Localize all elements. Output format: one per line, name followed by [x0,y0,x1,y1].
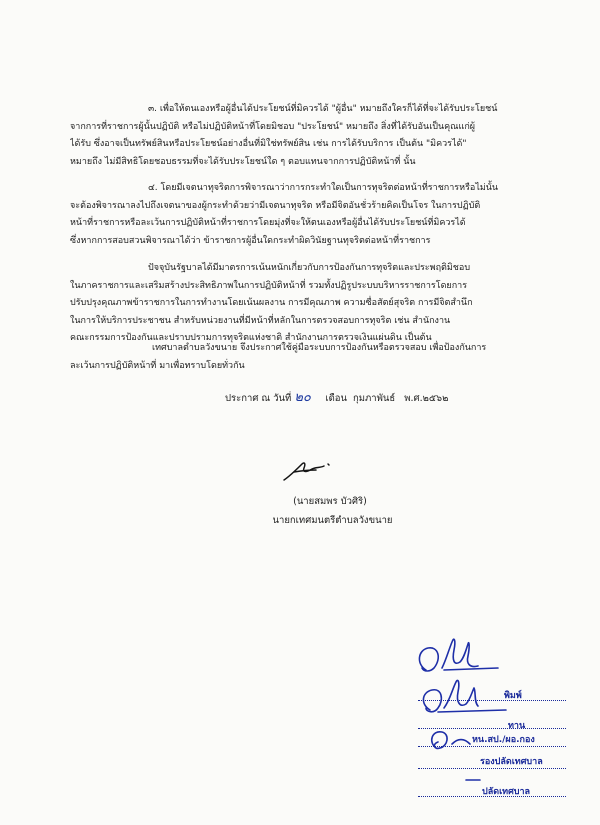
text-line: หมายถึง ไม่มีสิทธิโดยชอบธรรมที่จะได้รับประโยชน์ใด ๆ ตอบแทนจากการปฏิบัติหน้าที่ นั้น [70,156,416,167]
text-line: ซึ่งหากการสอบสวนพิจารณาได้ว่า ข้าราชการผู้อื่นใดกระทำผิดวินัยฐานทุจริตต่อหน้าที่ราชการ [70,235,431,246]
declaration-date [225,386,448,407]
divider [418,768,566,769]
text-line: ในการให้บริการประชาชน สำหรับหน่วยงานที่มีหน้าที่หลักในการตรวจสอบการทุจริต เช่น สำนักงาน [70,315,451,326]
handwritten-signature [280,454,340,486]
text-line: ปรับปรุงคุณภาพข้าราชการในการทำงานโดยเน้นผลงาน การมีคุณภาพ ความซื่อสัตย์สุจริต การมีจิตสำนึก [70,298,473,309]
paragraph-item-3 [70,101,544,171]
approval-label-checked: ทาน [508,721,526,731]
declaration-year: พ.ศ.๒๕๖๒ [404,393,449,404]
approval-block [408,630,578,820]
text-line: ปัจจุบันรัฐบาลได้มีมาตรการเน้นหนักเกี่ยวกับการป้องกันการทุจริตและประพฤติมิชอบ [148,263,471,273]
declaration-month: กุมภาพันธ์ [353,393,396,404]
text-line: จากการที่ราชการผู้นั้นปฏิบัติ หรือไม่ปฏิบัติหน้าที่โดยมิชอบ "ประโยชน์" หมายถึง สิ่งที่ได้รับอันเป็นคุณแก่ผู้ [70,121,476,132]
text-line: หน้าที่ราชการหรือละเว้นการปฏิบัติหน้าที่ราชการโดยมุ่งที่จะให้ตนเองหรือผู้อื่นได้รับประโยชน์ที่มิควรได้ [70,218,466,229]
text-line: ได้รับ ซึ่งอาจเป็นทรัพย์สินหรือประโยชน์อย่างอื่นที่มิใช่ทรัพย์สิน เช่น การได้รับบริการ เป็นต้น "มิควรได้" [70,139,467,150]
text-line: เทศบาลตำบลวังขนาย จึงประกาศใช้คู่มือระบบการป้องกันหรือตรวจสอบ เพื่อป้องกันการ [152,343,487,353]
text-line: ๓. เพื่อให้ตนเองหรือผู้อื่นได้ประโยชน์ที่มิควรได้ "ผู้อื่น" หมายถึงใครก็ได้ที่จะได้รับประโยชน์ [148,104,498,114]
declaration-prefix: ประกาศ ณ วันที่ [225,393,292,404]
text-line: ๔. โดยมีเจตนาทุจริตการพิจารณาว่าการกระทำใดเป็นการทุจริตต่อหน้าที่ราชการหรือไม่นั้น [148,183,499,193]
divider [418,728,566,729]
declaration-day: ๒๐ [294,390,311,405]
approval-label-section-head: หน.สป./ผอ.กอง [472,735,535,745]
approval-label-municipal-clerk: ปลัดเทศบาล [482,787,531,797]
approval-label-deputy-clerk: รองปลัดเทศบาล [480,757,543,767]
text-line: ในภาคราชการและเสริมสร้างประสิทธิภาพในการปฏิบัติหน้าที่ รวมทั้งปฏิรูประบบบริหารราชการโดยการ [70,280,468,291]
divider [418,700,566,701]
signer-title: นายกเทศมนตรีตำบลวังขนาย [272,515,393,526]
signer-name: (นายสมพร บัวศิริ) [293,496,367,507]
declaration-month-label: เดือน [325,393,347,404]
divider [418,746,566,747]
paragraph-announcement [70,340,544,375]
divider [418,796,566,797]
approval-label-typed: พิมพ์ [504,691,522,701]
paragraph-item-4 [70,180,544,250]
paragraph-current-measures [70,260,544,348]
text-line: คณะกรรมการป้องกันและปราบปรามการทุจริตแห่งชาติ สำนักงานการตรวจเงินแผ่นดิน เป็นต้น [70,333,432,344]
text-line: จะต้องพิจารณาลงไปถึงเจตนาของผู้กระทำด้วยว่ามีเจตนาทุจริต หรือมีจิตอันชั่วร้ายคิดเป็นโจร ในการปฏิบัติ [70,200,481,211]
text-line: ละเว้นการปฏิบัติหน้าที่ มาเพื่อทราบโดยทั่วกัน [70,360,245,371]
